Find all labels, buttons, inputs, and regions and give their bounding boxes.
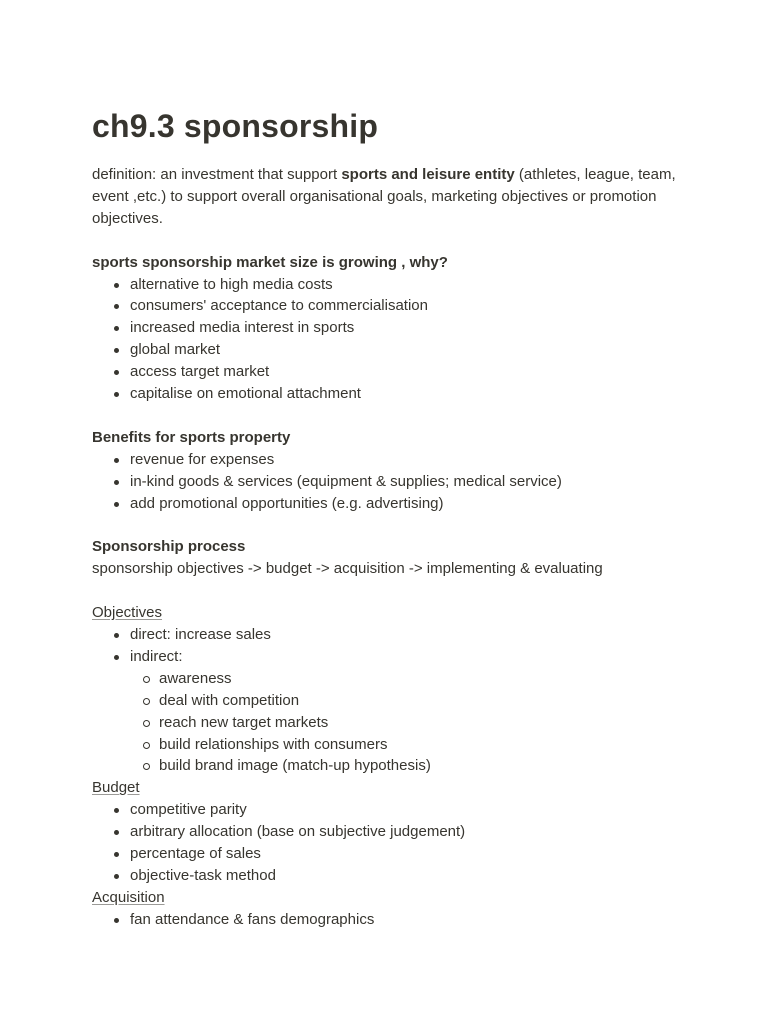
budget-list: [92, 799, 676, 887]
bullet-icon: [114, 874, 119, 879]
list-item: [92, 821, 676, 843]
bullet-icon: [114, 392, 119, 397]
market-heading-text: sports sponsorship market size is growing , why?: [92, 253, 448, 271]
bullet-icon: [114, 633, 119, 638]
bullet-icon: [114, 655, 119, 660]
list-item-text: alternative to high media costs: [130, 275, 333, 293]
list-item-text: revenue for expenses: [130, 450, 275, 468]
market-heading: [92, 252, 676, 274]
list-item: [92, 909, 676, 931]
objectives-heading-text: Objectives: [92, 604, 163, 622]
list-item: [92, 493, 676, 515]
list-item-text: fan attendance & fans demographics: [130, 910, 375, 928]
list-item: [92, 734, 676, 756]
circle-bullet-icon: [143, 763, 150, 770]
list-item-text: global market: [130, 341, 221, 359]
list-item-text: consumers' acceptance to commercialisation: [130, 297, 428, 315]
list-item: [92, 471, 676, 493]
indirect-objectives-list: [92, 668, 676, 778]
budget-heading: [92, 777, 676, 799]
list-item-text: objective-task method: [130, 866, 276, 884]
definition-paragraph: [92, 164, 676, 230]
circle-bullet-icon: [143, 742, 150, 749]
list-item-text: direct: increase sales: [130, 625, 271, 643]
list-item-text: in-kind goods & services (equipment & supplies; medical service): [130, 472, 562, 490]
bullet-icon: [114, 918, 119, 923]
objectives-heading: [92, 602, 676, 624]
list-item-text: build brand image (match-up hypothesis): [159, 757, 431, 775]
benefits-list: [92, 449, 676, 515]
list-item: [92, 690, 676, 712]
bullet-icon: [114, 458, 119, 463]
spacer: [92, 580, 676, 602]
list-item-text: indirect:: [130, 647, 183, 665]
list-item-text: deal with competition: [159, 691, 300, 709]
bullet-icon: [114, 348, 119, 353]
list-item: [92, 383, 676, 405]
list-item: [92, 317, 676, 339]
circle-bullet-icon: [143, 720, 150, 727]
acquisition-list: [92, 909, 676, 931]
bullet-icon: [114, 808, 119, 813]
list-item-text: competitive parity: [130, 801, 247, 819]
acquisition-heading-text: Acquisition: [92, 888, 165, 906]
list-item: [92, 449, 676, 471]
benefits-heading-text: Benefits for sports property: [92, 428, 291, 446]
list-item: [92, 712, 676, 734]
bullet-icon: [114, 370, 119, 375]
acquisition-heading: [92, 887, 676, 909]
list-item-text: awareness: [159, 669, 232, 687]
spacer: [92, 230, 676, 252]
market-list: [92, 274, 676, 405]
list-item-text: add promotional opportunities (e.g. advertising): [130, 494, 444, 512]
list-item-text: increased media interest in sports: [130, 319, 355, 337]
list-item: [92, 295, 676, 317]
bullet-icon: [114, 480, 119, 485]
spacer: [92, 514, 676, 536]
list-item: [92, 646, 676, 668]
list-item: [92, 865, 676, 887]
process-text: sponsorship objectives -> budget -> acquisition -> implementing & evaluating: [92, 560, 603, 578]
bullet-icon: [114, 852, 119, 857]
page-title: ch9.3 sponsorship: [92, 108, 379, 144]
list-item-text: arbitrary allocation (base on subjective judgement): [130, 823, 466, 841]
list-item: [92, 361, 676, 383]
list-item: [92, 755, 676, 777]
list-item-text: percentage of sales: [130, 845, 261, 863]
list-item-text: capitalise on emotional attachment: [130, 385, 361, 403]
spacer: [92, 405, 676, 427]
definition-bold: sports and leisure entity: [341, 166, 515, 183]
process-heading-text: Sponsorship process: [92, 538, 246, 556]
bullet-icon: [114, 326, 119, 331]
bullet-icon: [114, 304, 119, 309]
definition-prefix: definition: an investment that support: [92, 166, 342, 183]
list-item: [92, 668, 676, 690]
circle-bullet-icon: [143, 698, 150, 705]
bullet-icon: [114, 502, 119, 507]
definition-suffix: (athletes, league, team, event ,etc.) to support overall organisational goals, marketing objectives or promotion objectives.: [92, 166, 676, 227]
list-item-text: access target market: [130, 363, 270, 381]
list-item-text: build relationships with consumers: [159, 735, 388, 753]
list-item: [92, 843, 676, 865]
benefits-heading: [92, 427, 676, 449]
list-item: [92, 799, 676, 821]
list-item: [92, 274, 676, 296]
process-heading: [92, 536, 676, 558]
objectives-list: [92, 624, 676, 668]
list-item: [92, 339, 676, 361]
list-item: [92, 624, 676, 646]
list-item-text: reach new target markets: [159, 713, 329, 731]
bullet-icon: [114, 830, 119, 835]
circle-bullet-icon: [143, 676, 150, 683]
budget-heading-text: Budget: [92, 779, 140, 797]
bullet-icon: [114, 283, 119, 288]
